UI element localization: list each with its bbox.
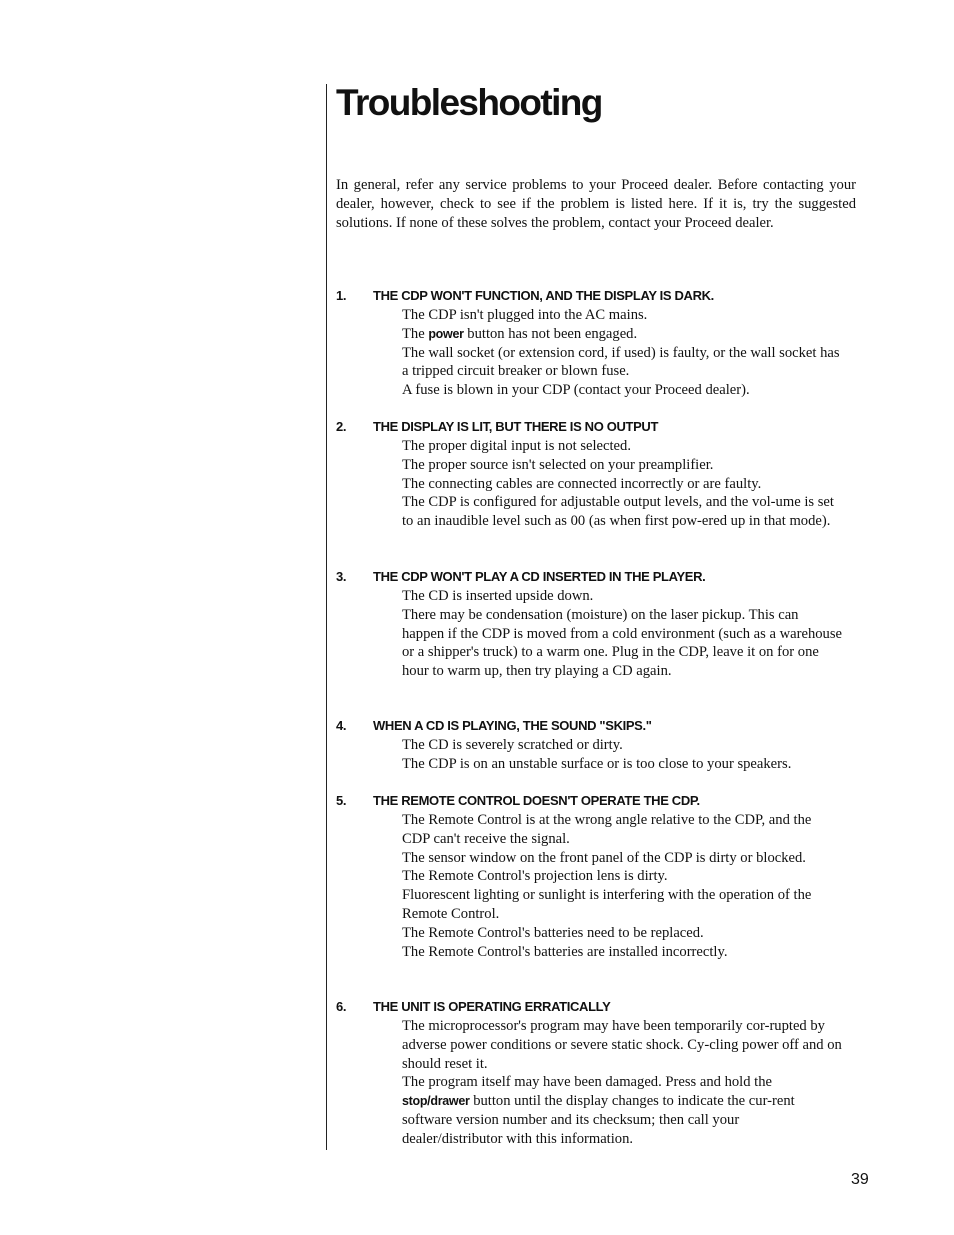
solution-list bbox=[402, 1017, 842, 1149]
section-title: THE CDP WON'T FUNCTION, AND THE DISPLAY IS DARK. bbox=[373, 288, 714, 303]
solution-item: The CD is severely scratched or dirty. bbox=[402, 737, 623, 753]
section-number: 6. bbox=[336, 999, 347, 1014]
solution-item: There may be condensation (moisture) on the laser pickup. This can happen if the CDP is moved from a cold environment (such as a warehouse or a shipper's truck) to a warm one. Plug in the CDP, leave it on for one hour to warm up, then try playing a CD again. bbox=[402, 606, 842, 680]
troubleshooting-section-5 bbox=[336, 791, 856, 961]
solution-item: A fuse is blown in your CDP (contact your Proceed dealer). bbox=[402, 382, 750, 399]
solution-item: The Remote Control's projection lens is dirty. bbox=[402, 868, 668, 885]
solution-item bbox=[402, 325, 842, 344]
page-number: 39 bbox=[851, 1171, 869, 1188]
solution-item: The CDP is configured for adjustable output levels, and the vol-ume is set to an inaudible level such as 00 (as when first pow-ered up in that mode). bbox=[402, 494, 834, 530]
solution-item: The Remote Control's batteries need to be replaced. bbox=[402, 924, 704, 941]
section-number: 4. bbox=[336, 718, 347, 733]
solution-list bbox=[402, 736, 842, 774]
power-button-keyword: power bbox=[428, 326, 464, 341]
section-heading bbox=[336, 567, 856, 587]
solution-item: The wall socket (or extension cord, if used) is faulty, or the wall socket has a tripped circuit breaker or blown fuse. bbox=[402, 344, 840, 380]
section-heading bbox=[336, 997, 856, 1017]
solution-list bbox=[402, 811, 842, 961]
solution-item: The microprocessor's program may have been temporarily cor-rupted by adverse power conditions or severe static shock. Cy-cling power off and on should reset it. bbox=[402, 1018, 842, 1072]
solution-item: The Remote Control is at the wrong angle relative to the CDP, and the CDP can't receive the signal. bbox=[402, 812, 812, 847]
troubleshooting-section-6 bbox=[336, 997, 856, 1149]
solution-item: The sensor window on the front panel of the CDP is dirty or blocked. bbox=[402, 849, 806, 866]
section-number: 2. bbox=[336, 419, 347, 434]
solution-list bbox=[402, 587, 842, 681]
solution-text: button has not been engaged. bbox=[463, 325, 638, 342]
solution-item: The CDP is on an unstable surface or is too close to your speakers. bbox=[402, 755, 792, 772]
solution-text: button until the display changes to indicate the cur-rent software version number and its checksum; then call your dealer/distributor with this information. bbox=[402, 1093, 795, 1147]
section-heading bbox=[336, 791, 856, 811]
solution-text: The bbox=[402, 325, 429, 342]
solution-item: The proper source isn't selected on your preamplifier. bbox=[402, 456, 714, 473]
section-title: THE CDP WON'T PLAY A CD INSERTED IN THE PLAYER. bbox=[373, 569, 706, 584]
solution-item: The proper digital input is not selected. bbox=[402, 438, 631, 454]
section-heading bbox=[336, 417, 856, 437]
section-number: 1. bbox=[336, 288, 347, 303]
troubleshooting-section-2 bbox=[336, 417, 856, 531]
stop-drawer-button-keyword: stop/drawer bbox=[402, 1094, 470, 1109]
solution-list bbox=[402, 306, 842, 400]
section-number: 3. bbox=[336, 569, 347, 584]
section-title: WHEN A CD IS PLAYING, THE SOUND "SKIPS." bbox=[373, 718, 652, 733]
section-title: THE DISPLAY IS LIT, BUT THERE IS NO OUTPUT bbox=[373, 419, 659, 434]
troubleshooting-section-1 bbox=[336, 286, 856, 400]
page-title: Troubleshooting bbox=[336, 82, 602, 123]
troubleshooting-section-3 bbox=[336, 567, 856, 681]
troubleshooting-section-4 bbox=[336, 716, 856, 774]
solution-text: The program itself may have been damaged. Press and hold the bbox=[402, 1074, 772, 1091]
section-heading bbox=[336, 716, 856, 736]
solution-item: Fluorescent lighting or sunlight is interfering with the operation of the Remote Control. bbox=[402, 887, 812, 922]
intro-paragraph: In general, refer any service problems to your Proceed dealer. Before contacting your dealer, however, check to see if the problem is listed here. If it is, try the suggested solutions. If none of these solves the problem, contact your Proceed dealer. bbox=[336, 177, 856, 231]
section-heading bbox=[336, 286, 856, 306]
solution-item: The connecting cables are connected incorrectly or are faulty. bbox=[402, 475, 762, 492]
solution-item bbox=[402, 1073, 842, 1148]
solution-item: The Remote Control's batteries are installed incorrectly. bbox=[402, 943, 728, 960]
section-title: THE REMOTE CONTROL DOESN'T OPERATE THE CDP. bbox=[373, 793, 700, 808]
solution-item: The CD is inserted upside down. bbox=[402, 588, 594, 604]
solution-list bbox=[402, 437, 842, 531]
solution-item: The CDP isn't plugged into the AC mains. bbox=[402, 307, 648, 323]
margin-rule bbox=[326, 84, 327, 1150]
section-title: THE UNIT IS OPERATING ERRATICALLY bbox=[373, 999, 611, 1014]
section-number: 5. bbox=[336, 793, 347, 808]
